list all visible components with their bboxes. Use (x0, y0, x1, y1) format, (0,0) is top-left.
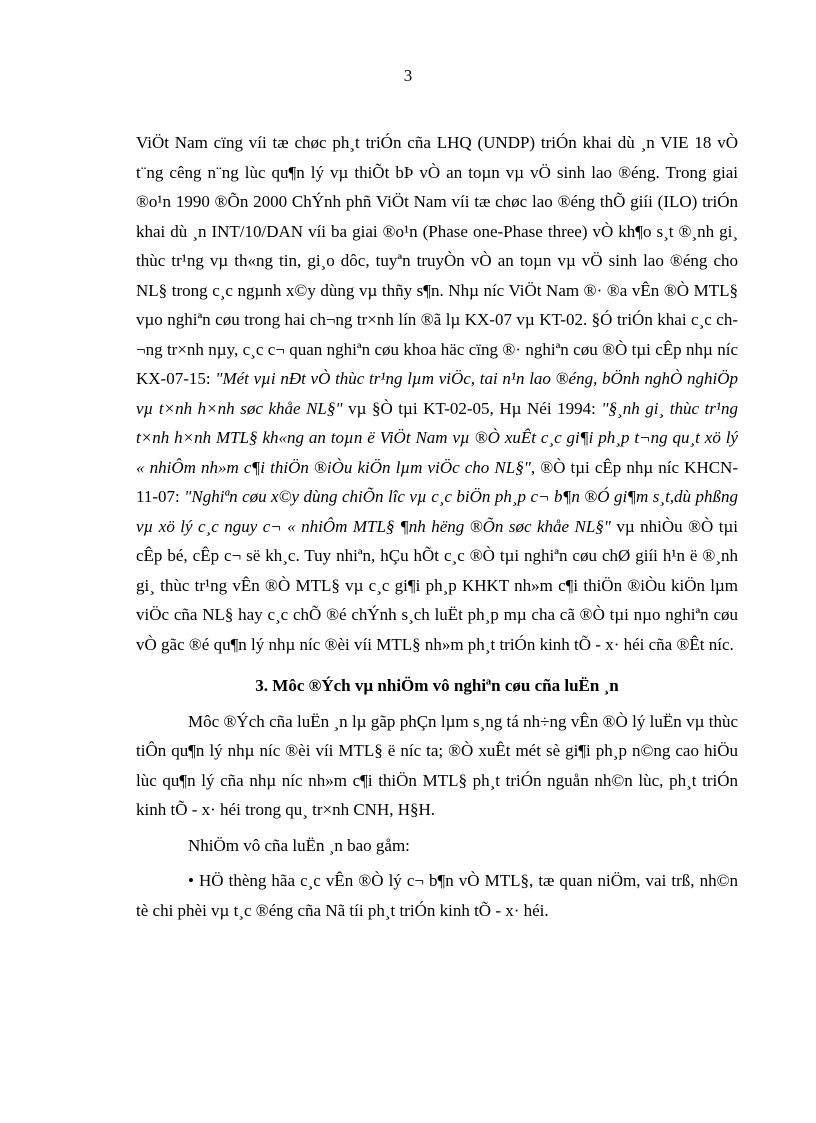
paragraph-purpose: Môc ®Ých cña luËn ¸n lµ gãp phÇn lµm s¸ng tá nh÷ng vÊn ®Ò lý luËn vµ thùc tiÔn qu¶n lý nhµ níc ®èi víi MTL§ ë níc ta; ®Ò xuÊt mét sè gi¶i ph¸p n©ng cao hiÖu lùc qu¶n lý cña nhµ níc nh»m c¶i thiÖn MTL§ ph¸t triÓn nguån nh©n lùc, ph¸t triÓn kinh tÕ - x· héi trong qu¸ tr×nh CNH, H§H. (136, 711, 738, 819)
project-title-quote: "Mét vµi nÐt vÒ thùc tr¹ng lµm viÖc, tai n¹n lao ®éng, bÖnh nghÒ nghiÖp vµ t×nh h×nh søc khåe NL§" (136, 369, 738, 418)
paragraph-text: ViÖt Nam cïng víi tæ chøc ph¸t triÓn cña LHQ (UNDP) triÓn khai dù ¸n VIE 18 vÒ t¨ng cêng n¨ng lùc qu¶n lý vµ thiÕt bÞ vÒ an toµn vµ vÖ sinh lao ®éng. Trong giai ®o¹n 1990 ®Õn 2000 ChÝnh phñ ViÖt Nam víi tæ chøc lao ®éng thÕ giíi (ILO) triÓn khai dù ¸n INT/10/DAN víi ba giai ®o¹n (Phase one-Phase three) vÒ kh¶o s¸t ®¸nh gi¸ thùc tr¹ng vµ th«ng tin, gi¸o dôc, tuyªn truyÒn vÒ an toµn vµ vÖ sinh lao ®éng cho NL§ trong c¸c ngµnh x©y dùng vµ thñy s¶n. Nhµ níc ViÖt Nam ®· ®a vÊn ®Ò MTL§ vµo nghiªn cøu trong hai ch¬ng tr×nh lín ®ã lµ KX-07 vµ KT-02. §Ó triÓn khai c¸c ch¬ng tr×nh nµy, c¸c c¬ quan nghiªn cøu khoa häc cïng ®· nghiªn cøu ®Ò tµi cÊp nhµ níc KX-07-15: (136, 133, 738, 388)
section-heading: 3. Môc ®Ých vµ nhiÖm vô nghiªn cøu cña luËn ¸n (255, 676, 619, 695)
paragraph-text: , ®Ò tµi cÊp nhµ níc KHCN-11-07: (136, 457, 738, 506)
project-title-quote: "§¸nh gi¸ thùc tr¹ng t×nh h×nh MTL§ kh«ng an toµn ë ViÖt Nam vµ ®Ò xuÊt c¸c gi¶i ph¸p t¬ng qu¸t xö lý « nhiÔm nh»m c¶i thiÖn ®iÒu kiÖn lµm viÖc cho NL§" (136, 398, 738, 477)
project-title-quote: "Nghiªn cøu x©y dùng chiÕn lîc vµ c¸c biÖn ph¸p c¬ b¶n ®Ó gi¶m s¸t,dù phßng vµ xö lý c¸c nguy c¬ « nhiÔm MTL§ ¶nh hëng ®Õn søc khåe NL§" (136, 487, 738, 536)
document-body (136, 128, 738, 925)
paragraph-tasks-intro: NhiÖm vô cña luËn ¸n bao gåm: (188, 835, 410, 855)
paragraph-text: vµ §Ò tµi KT-02-05, Hµ Néi 1994: (342, 398, 602, 418)
bullet-item: • HÖ thèng hãa c¸c vÊn ®Ò lý c¬ b¶n vÒ MTL§, tæ quan niÖm, vai trß, nh©n tè chi phèi vµ t¸c ®éng cña Nã tíi ph¸t triÓn kinh tÕ - x· héi. (136, 871, 738, 920)
paragraph-projects (136, 128, 738, 659)
page-number: 3 (403, 66, 413, 85)
paragraph-text: vµ nhiÒu ®Ò tµi cÊp bé, cÊp c¬ së kh¸c. Tuy nhiªn, hÇu hÕt c¸c ®Ò tµi nghiªn cøu chØ giíi h¹n ë ®¸nh gi¸ thùc tr¹ng vÊn ®Ò MTL§ vµ c¸c gi¶i ph¸p KHKT nh»m c¶i thiÖn ®iÒu kiÖn lµm viÖc cña NL§ hay c¸c chÕ ®é chÝnh s¸ch luËt ph¸p mµ cha cã ®Ò tµi nµo nghiªn cøu vÒ gãc ®é qu¶n lý nhµ níc ®èi víi MTL§ nh»m ph¸t triÓn kinh tÕ - x· héi cña ®Êt níc. (136, 516, 738, 654)
